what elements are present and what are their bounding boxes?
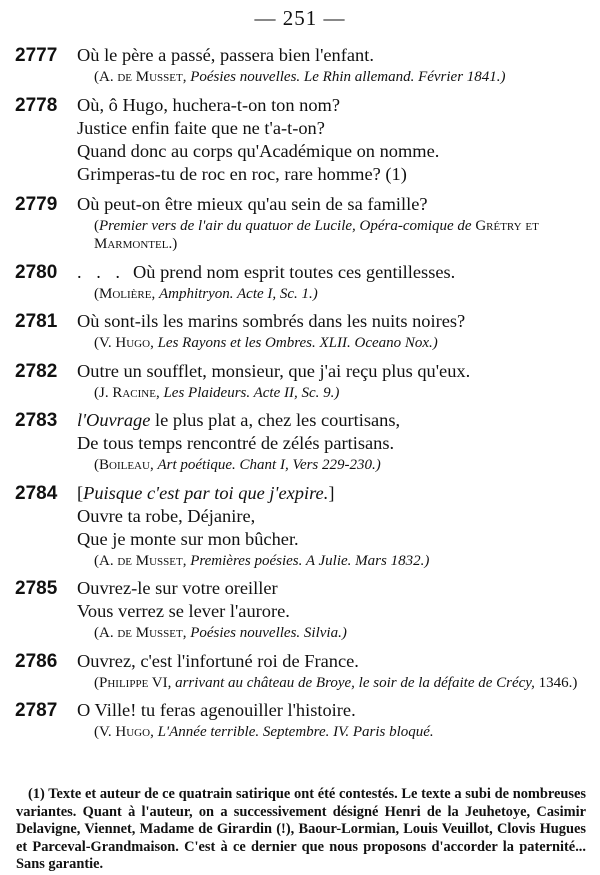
quotation-entry	[15, 360, 587, 403]
quotation-entry	[15, 482, 587, 571]
citation-author: Philippe VI	[99, 674, 168, 691]
quote-line: Ouvrez-le sur votre oreiller	[77, 578, 278, 598]
entry-number: 2779	[15, 193, 58, 215]
citation: (V. Hugo, L'Année terrible. Septembre. IV. Paris bloqué.	[94, 724, 434, 740]
ellipsis: . . .	[77, 261, 125, 282]
quotation-entry	[15, 310, 587, 353]
quote-line: Ouvrez, c'est l'infortuné roi de France.	[77, 650, 359, 671]
entry-number: 2787	[15, 700, 58, 721]
entry-number: 2786	[15, 650, 58, 672]
citation-work: Poésies nouvelles. Le Rhin allemand. Février 1841.)	[190, 69, 506, 85]
citation: (A. de Musset, Poésies nouvelles. Silvia.)	[94, 625, 347, 641]
quote-line: Où le père a passé, passera bien l'enfant.	[77, 45, 374, 65]
citation: (A. de Musset, Premières poésies. A Julie. Mars 1832.)	[94, 552, 430, 569]
quote-line: Où sont-ils les marins sombrés dans les nuits noires?	[77, 311, 466, 331]
quotation-entry	[15, 650, 587, 693]
entry-number: 2778	[15, 94, 58, 116]
quotation-entry	[15, 94, 587, 186]
page-number: — 251 —	[254, 6, 346, 30]
quote-line: Que je monte sur mon bûcher.	[77, 528, 299, 549]
quotation-entry	[15, 409, 587, 475]
citation-work: Les Rayons et les Ombres. XLII. Oceano Nox.)	[157, 335, 438, 351]
citation-author: Grétry et Marmontel.)	[94, 217, 539, 252]
citation-author: J. Racine	[99, 384, 156, 401]
citation-work: Amphitryon. Acte I, Sc. 1.)	[158, 285, 318, 302]
quote-line	[77, 409, 587, 432]
citation-year: 1346.)	[538, 674, 578, 691]
citation-author: V. Hugo	[99, 724, 151, 740]
quotation-entry	[15, 44, 587, 87]
citation-author: Molière	[99, 285, 152, 302]
quote-line: Grimperas-tu de roc en roc, rare homme? (1)	[77, 163, 407, 184]
bracketed-quote: Puisque c'est par toi que j'expire.	[83, 482, 329, 503]
citation-work: Les Plaideurs. Acte II, Sc. 9.)	[163, 384, 340, 401]
quotation-list	[15, 44, 587, 749]
entry-number: 2782	[15, 360, 58, 382]
quote-line: Vous verrez se lever l'aurore.	[77, 601, 290, 621]
citation-author: A. de Musset	[99, 552, 183, 569]
entry-number: 2781	[15, 311, 58, 332]
citation-work: Premier vers de l'air du quatuor de Lucile, Opéra-comique de	[99, 217, 472, 234]
quotation-entry	[15, 193, 587, 254]
quote-text: Où prend nom esprit toutes ces gentillesses.	[133, 261, 456, 282]
quotation-entry	[15, 577, 587, 643]
footnote: (1) Texte et auteur de ce quatrain satirique ont été contestés. Le texte a subi de nombreuses variantes. Quant à l'auteur, on a successivement désigné Henri de la Jeuhetoye, Casimir Delavigne, Viennet, Madame de Girardin (!), Baour-Lormian, Louis Veuillot, Clovis Hugues et Parceval-Grandmaison. C'est à ce dernier que nous proposons d'accorder la paternité... Sans garantie.	[16, 786, 586, 873]
quote-line: Où peut-on être mieux qu'au sein de sa famille?	[77, 193, 428, 214]
citation-work: L'Année terrible. Septembre. IV. Paris bloqué.	[157, 724, 434, 740]
citation-work: Premières poésies. A Julie. Mars 1832.)	[190, 552, 430, 569]
citation-author: A. de Musset	[99, 69, 183, 85]
quote-line: De tous temps rencontré de zélés partisans.	[77, 433, 395, 453]
entry-number: 2777	[15, 45, 58, 66]
quote-line: Justice enfin faite que ne t'a-t-on?	[77, 117, 325, 138]
entry-number: 2780	[15, 261, 58, 283]
quote-line: Quand donc au corps qu'Académique on nomme.	[77, 140, 440, 161]
citation: (A. de Musset, Poésies nouvelles. Le Rhin allemand. Février 1841.)	[94, 69, 506, 85]
quotation-entry	[15, 261, 587, 304]
quote-text: le plus plat a, chez les courtisans,	[150, 410, 401, 430]
citation: (V. Hugo, Les Rayons et les Ombres. XLII. Oceano Nox.)	[94, 335, 438, 351]
entry-number: 2785	[15, 578, 58, 599]
citation-work: Art poétique. Chant I, Vers 229-230.)	[157, 457, 381, 473]
citation: (Boileau, Art poétique. Chant I, Vers 229-230.)	[94, 457, 381, 473]
quote-line	[77, 261, 587, 284]
quote-line: Ouvre ta robe, Déjanire,	[77, 505, 256, 526]
quotation-entry	[15, 699, 587, 742]
citation-author: Boileau	[99, 457, 150, 473]
citation-work: arrivant au château de Broye, le soir de la défaite de Crécy,	[175, 674, 535, 691]
entry-number: 2784	[15, 482, 58, 504]
citation-work: Poésies nouvelles. Silvia.)	[190, 625, 347, 641]
citation: (Molière, Amphitryon. Acte I, Sc. 1.)	[94, 285, 318, 302]
citation-author: V. Hugo	[99, 335, 151, 351]
quote-line: [Puisque c'est par toi que j'expire.]	[77, 482, 335, 503]
quote-line: O Ville! tu feras agenouiller l'histoire.	[77, 700, 356, 720]
citation-author: A. de Musset	[99, 625, 183, 641]
citation: (Premier vers de l'air du quatuor de Lucile, Opéra-comique de Grétry et Marmontel.)	[94, 217, 539, 252]
italic-word: l'Ouvrage	[77, 410, 151, 430]
citation: (J. Racine, Les Plaideurs. Acte II, Sc. 9.)	[94, 384, 340, 401]
citation: (Philippe VI, arrivant au château de Broye, le soir de la défaite de Crécy, 1346.)	[94, 674, 578, 691]
entry-number: 2783	[15, 410, 58, 431]
quote-line: Outre un soufflet, monsieur, que j'ai reçu plus qu'eux.	[77, 360, 471, 381]
quote-line: Où, ô Hugo, huchera-t-on ton nom?	[77, 94, 341, 115]
